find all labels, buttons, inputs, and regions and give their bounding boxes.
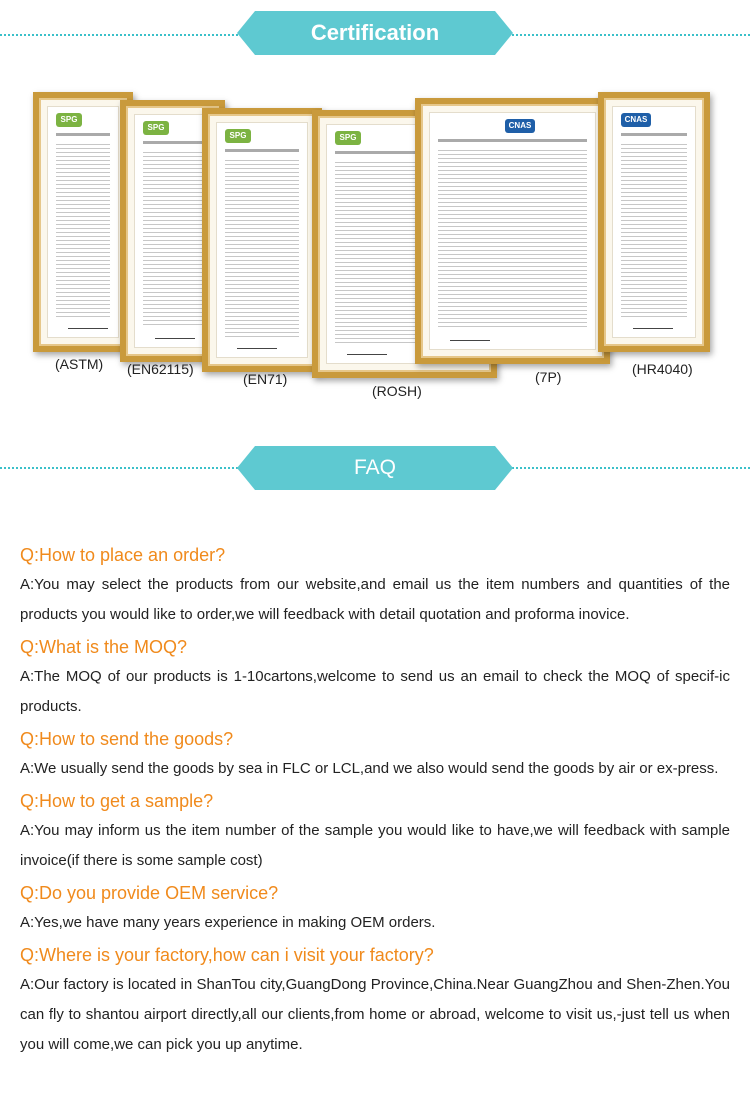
faq-answer-shipping: A:We usually send the goods by sea in FLC or LCL,and we also would send the goods by air or ex-press. (20, 760, 719, 777)
faq-question-order: Q:How to place an order? (20, 545, 226, 565)
faq-question-factory: Q:Where is your factory,how can i visit your factory? (20, 945, 434, 965)
faq-question-shipping: Q:How to send the goods? (20, 729, 234, 749)
faq-answer-sample: A:You may inform us the item number of the sample you would like to have,we will feedback with sample invoice(if there is some sample cost) (20, 822, 730, 869)
certificate-label-astm: (ASTM) (55, 356, 104, 372)
faq-question-oem: Q:Do you provide OEM service? (20, 883, 279, 903)
certification-banner (255, 11, 495, 55)
certification-title: Certification (310, 20, 440, 45)
faq-banner (255, 446, 495, 490)
certificate-label-rosh: (ROSH) (372, 383, 422, 399)
spg-logo: SPG (143, 121, 169, 135)
certificate-astm (33, 92, 133, 352)
faq-question-moq: Q:What is the MOQ? (20, 637, 188, 657)
certificate-label-7p: (7P) (535, 369, 562, 385)
certificate-label-hr4040: (HR4040) (632, 361, 693, 377)
certificate-en71 (202, 108, 322, 372)
faq-title: FAQ (353, 456, 396, 479)
spg-logo: SPG (225, 129, 251, 143)
faq-answer-moq: A:The MOQ of our products is 1-10cartons,welcome to send us an email to check the MOQ of specif-ic products. (20, 668, 730, 715)
cnas-logo: CNAS (505, 119, 535, 133)
faq-answer-oem: A:Yes,we have many years experience in making OEM orders. (20, 914, 436, 931)
certificate-hr4040 (598, 92, 710, 352)
faq-answer-order: A:You may select the products from our website,and email us the item numbers and quantities of the products you would like to order,we will feedback with detail quotation and proforma inovice. (20, 576, 730, 623)
faq-answer-factory: A:Our factory is located in ShanTou city,GuangDong Province,China.Near GuangZhou and Shen-Zhen.You can fly to shantou airport directly,all our clients,from home or abroad, welcome to visit us,-just tell us when you will come,we can pick you up anytime. (20, 976, 730, 1053)
faq-question-sample: Q:How to get a sample? (20, 791, 214, 811)
spg-logo: SPG (335, 131, 361, 145)
certificate-7p (415, 98, 610, 364)
faq-list (20, 540, 730, 1062)
cnas-logo: CNAS (621, 113, 651, 127)
certificate-label-en62115: (EN62115) (127, 361, 194, 377)
certificate-label-en71: (EN71) (243, 371, 288, 387)
spg-logo: SPG (56, 113, 82, 127)
